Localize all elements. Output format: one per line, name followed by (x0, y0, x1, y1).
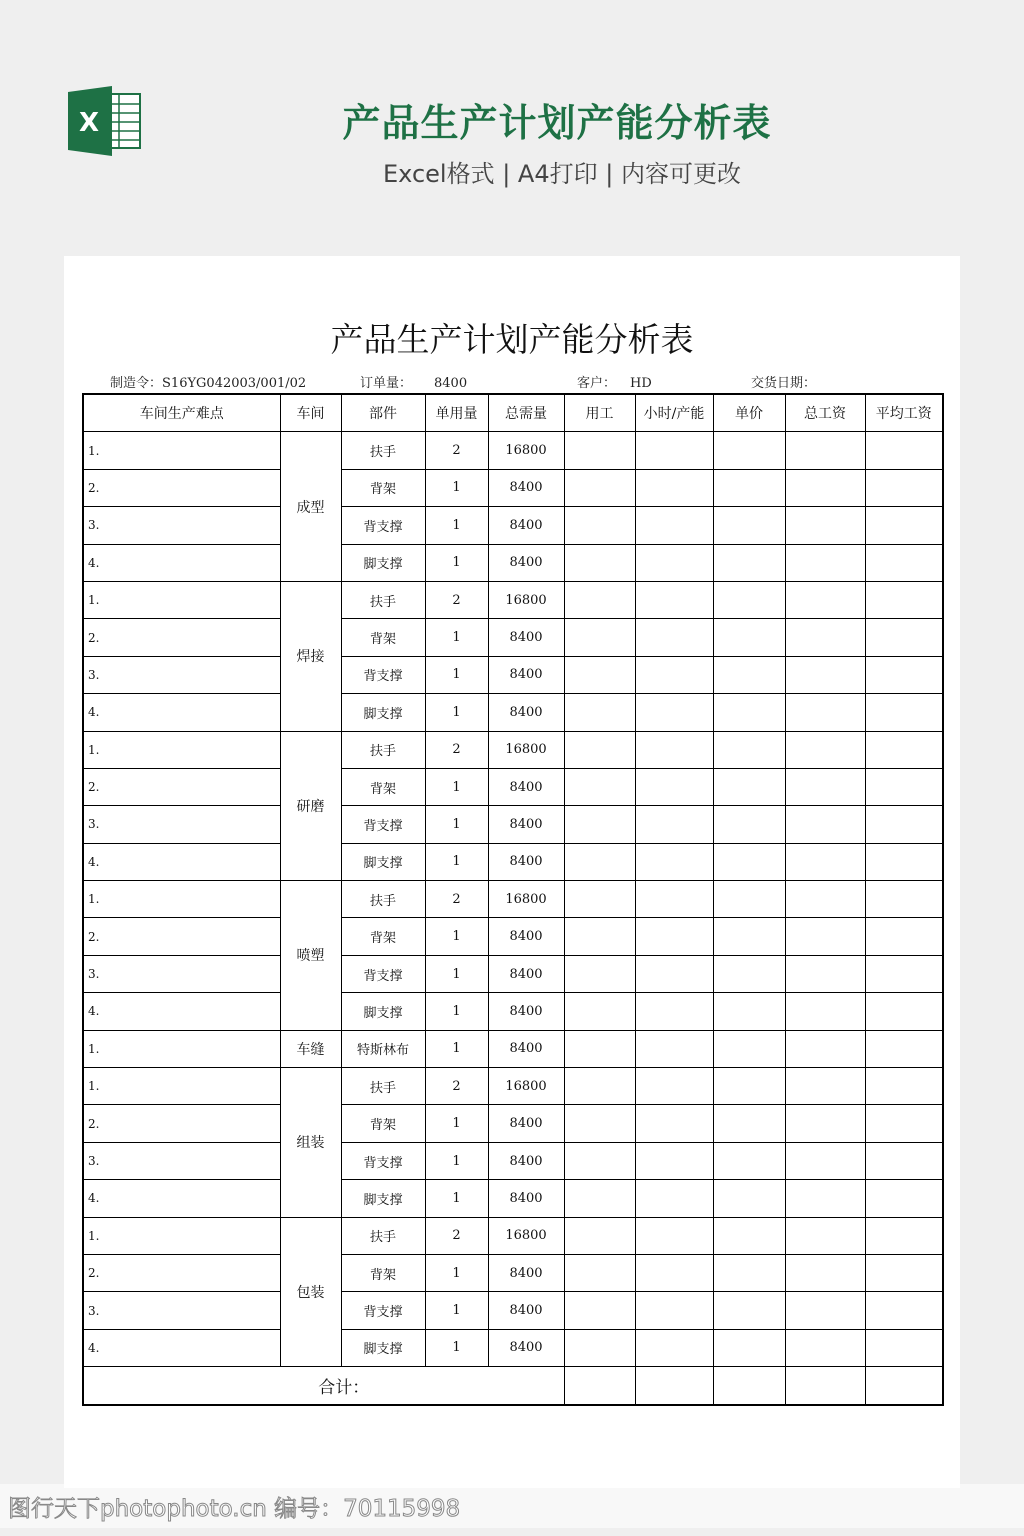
average-wage-cell (865, 731, 943, 768)
header-cell: 用工 (564, 394, 635, 432)
header-cell: 单价 (713, 394, 785, 432)
table-row (83, 1292, 943, 1329)
average-wage-cell (865, 432, 943, 469)
svg-text:X: X (79, 108, 100, 138)
total-wage-cell (785, 1254, 865, 1291)
labor-cell (564, 1292, 635, 1329)
part-cell: 背支撑 (341, 806, 425, 843)
unit-price-cell (713, 469, 785, 506)
unit-usage-cell: 1 (425, 619, 488, 656)
unit-usage-cell: 1 (425, 955, 488, 992)
hourly-capacity-cell (635, 432, 713, 469)
total-wage-cell (785, 694, 865, 731)
watermark-text: 图行天下photophoto.cn 编号：70115998 (8, 1496, 461, 1522)
header-cell: 部件 (341, 394, 425, 432)
total-wage-cell (785, 993, 865, 1030)
total-wage-cell (785, 432, 865, 469)
hourly-capacity-cell (635, 544, 713, 581)
hourly-capacity-cell (635, 1142, 713, 1179)
unit-usage-cell: 2 (425, 1217, 488, 1254)
header-cell: 车间 (280, 394, 341, 432)
total-wage-cell (785, 507, 865, 544)
labor-cell (564, 918, 635, 955)
average-wage-cell (865, 507, 943, 544)
customer-label: 客户： (577, 376, 617, 391)
labor-cell (564, 806, 635, 843)
unit-price-cell (713, 955, 785, 992)
total-wage-cell (785, 806, 865, 843)
unit-price-cell (713, 1068, 785, 1105)
unit-usage-cell: 1 (425, 656, 488, 693)
part-cell: 背架 (341, 768, 425, 805)
total-wage-cell (785, 1180, 865, 1217)
part-cell: 背支撑 (341, 507, 425, 544)
part-cell: 扶手 (341, 731, 425, 768)
unit-price-cell (713, 1329, 785, 1366)
total-demand-cell: 8400 (488, 1142, 564, 1179)
total-demand-cell: 8400 (488, 1105, 564, 1142)
document-title: 产品生产计划产能分析表 (330, 320, 694, 359)
total-wage-cell (785, 581, 865, 618)
total-demand-cell: 8400 (488, 993, 564, 1030)
table-row (83, 1142, 943, 1179)
difficulty-cell: 2. (83, 1254, 280, 1291)
part-cell: 背支撑 (341, 1142, 425, 1179)
workshop-cell: 成型 (280, 432, 341, 582)
part-cell: 脚支撑 (341, 1329, 425, 1366)
unit-price-cell (713, 1254, 785, 1291)
order-number-label: 制造令： (110, 376, 163, 391)
hourly-capacity-cell (635, 694, 713, 731)
table-row (83, 955, 943, 992)
total-wage-cell (785, 544, 865, 581)
table-row (83, 507, 943, 544)
labor-cell (564, 469, 635, 506)
banner-title: 产品生产计划产能分析表 (342, 101, 772, 145)
unit-usage-cell: 1 (425, 694, 488, 731)
header-cell: 总工资 (785, 394, 865, 432)
unit-price-cell (713, 1030, 785, 1067)
unit-price-cell (713, 1180, 785, 1217)
unit-price-cell (713, 731, 785, 768)
labor-cell (564, 955, 635, 992)
unit-price-cell (713, 918, 785, 955)
total-demand-cell: 8400 (488, 1292, 564, 1329)
table-row (83, 656, 943, 693)
total-row (83, 1367, 943, 1405)
unit-usage-cell: 2 (425, 731, 488, 768)
hourly-capacity-cell (635, 806, 713, 843)
total-wage-cell (785, 1292, 865, 1329)
table-row (83, 993, 943, 1030)
unit-usage-cell: 1 (425, 544, 488, 581)
hourly-capacity-cell (635, 1292, 713, 1329)
unit-usage-cell: 1 (425, 1180, 488, 1217)
labor-total-cell (564, 1367, 635, 1405)
labor-cell (564, 1217, 635, 1254)
unit-usage-cell: 2 (425, 1068, 488, 1105)
total-wage-cell (785, 955, 865, 992)
difficulty-cell: 4. (83, 1329, 280, 1366)
hourly-capacity-cell (635, 1068, 713, 1105)
header-row (83, 394, 943, 432)
total-wage-cell (785, 1105, 865, 1142)
table-row (83, 918, 943, 955)
difficulty-cell: 3. (83, 507, 280, 544)
total-wage-cell (785, 469, 865, 506)
total-wage-cell (785, 881, 865, 918)
average-wage-cell (865, 993, 943, 1030)
table-row (83, 1217, 943, 1254)
table-row (83, 881, 943, 918)
unit-usage-cell: 1 (425, 993, 488, 1030)
labor-cell (564, 581, 635, 618)
part-cell: 背支撑 (341, 656, 425, 693)
table-row (83, 1254, 943, 1291)
unit-usage-cell: 1 (425, 1105, 488, 1142)
part-cell: 背架 (341, 1105, 425, 1142)
average-wage-cell (865, 1068, 943, 1105)
difficulty-cell: 1. (83, 1217, 280, 1254)
difficulty-cell: 1. (83, 581, 280, 618)
average-wage-cell (865, 581, 943, 618)
workshop-cell: 车缝 (280, 1030, 341, 1067)
average-wage-cell (865, 918, 943, 955)
unit-usage-cell: 1 (425, 507, 488, 544)
average-wage-cell (865, 619, 943, 656)
order-number (110, 372, 306, 391)
labor-cell (564, 1105, 635, 1142)
hourly-capacity-cell (635, 881, 713, 918)
unit-price-cell (713, 656, 785, 693)
unit-price-cell (713, 619, 785, 656)
total-wage-cell (785, 1030, 865, 1067)
total-demand-cell: 8400 (488, 843, 564, 880)
hourly-capacity-cell (635, 843, 713, 880)
average-wage-total-cell (865, 1367, 943, 1405)
difficulty-cell: 2. (83, 1105, 280, 1142)
total-demand-cell: 16800 (488, 731, 564, 768)
difficulty-cell: 1. (83, 1068, 280, 1105)
total-demand-cell: 8400 (488, 1329, 564, 1366)
total-demand-cell: 8400 (488, 656, 564, 693)
unit-price-cell (713, 544, 785, 581)
total-wage-cell (785, 1217, 865, 1254)
labor-cell (564, 1329, 635, 1366)
difficulty-cell: 1. (83, 881, 280, 918)
labor-cell (564, 881, 635, 918)
delivery-date (751, 372, 816, 391)
part-cell: 背架 (341, 469, 425, 506)
average-wage-cell (865, 1217, 943, 1254)
total-demand-cell: 8400 (488, 768, 564, 805)
table-row (83, 1105, 943, 1142)
part-cell: 背支撑 (341, 955, 425, 992)
total-wage-cell (785, 1142, 865, 1179)
labor-cell (564, 768, 635, 805)
table-row (83, 1030, 943, 1067)
unit-usage-cell: 1 (425, 843, 488, 880)
unit-usage-cell: 1 (425, 1254, 488, 1291)
part-cell: 扶手 (341, 1068, 425, 1105)
unit-price-cell (713, 843, 785, 880)
part-cell: 背架 (341, 918, 425, 955)
average-wage-cell (865, 1292, 943, 1329)
watermark (0, 1484, 1024, 1528)
hourly-capacity-cell (635, 955, 713, 992)
difficulty-cell: 1. (83, 432, 280, 469)
part-cell: 背架 (341, 619, 425, 656)
unit-price-total-cell (713, 1367, 785, 1405)
difficulty-cell: 4. (83, 694, 280, 731)
part-cell: 脚支撑 (341, 993, 425, 1030)
difficulty-cell: 3. (83, 955, 280, 992)
unit-price-cell (713, 881, 785, 918)
difficulty-cell: 2. (83, 918, 280, 955)
table-row (83, 432, 943, 469)
unit-usage-cell: 2 (425, 432, 488, 469)
difficulty-cell: 3. (83, 1142, 280, 1179)
total-wage-total-cell (785, 1367, 865, 1405)
average-wage-cell (865, 1329, 943, 1366)
hourly-capacity-cell (635, 469, 713, 506)
difficulty-cell: 3. (83, 656, 280, 693)
workshop-cell: 研磨 (280, 731, 341, 881)
difficulty-cell: 2. (83, 768, 280, 805)
order-quantity-label: 订单量： (360, 376, 413, 391)
part-cell: 背支撑 (341, 1292, 425, 1329)
table-row (83, 581, 943, 618)
order-quantity (360, 372, 467, 391)
total-demand-cell: 8400 (488, 806, 564, 843)
average-wage-cell (865, 656, 943, 693)
unit-usage-cell: 1 (425, 1292, 488, 1329)
total-demand-cell: 16800 (488, 881, 564, 918)
part-cell: 脚支撑 (341, 1180, 425, 1217)
customer (577, 372, 652, 391)
total-demand-cell: 8400 (488, 918, 564, 955)
table-row (83, 619, 943, 656)
difficulty-cell: 2. (83, 619, 280, 656)
difficulty-cell: 3. (83, 806, 280, 843)
unit-usage-cell: 1 (425, 469, 488, 506)
part-cell: 脚支撑 (341, 694, 425, 731)
table-row (83, 843, 943, 880)
order-number-value: S16YG042003/001/02 (162, 376, 307, 391)
hourly-capacity-cell (635, 507, 713, 544)
part-cell: 扶手 (341, 881, 425, 918)
hourly-capacity-cell (635, 1180, 713, 1217)
average-wage-cell (865, 1142, 943, 1179)
unit-usage-cell: 1 (425, 1030, 488, 1067)
hourly-capacity-cell (635, 581, 713, 618)
difficulty-cell: 1. (83, 1030, 280, 1067)
table-row (83, 469, 943, 506)
capacity-table (82, 393, 944, 1406)
hourly-capacity-cell (635, 1329, 713, 1366)
total-demand-cell: 8400 (488, 1180, 564, 1217)
total-demand-cell: 16800 (488, 1068, 564, 1105)
table-row (83, 1180, 943, 1217)
total-demand-cell: 8400 (488, 619, 564, 656)
total-demand-cell: 16800 (488, 432, 564, 469)
average-wage-cell (865, 1105, 943, 1142)
difficulty-cell: 1. (83, 731, 280, 768)
labor-cell (564, 432, 635, 469)
average-wage-cell (865, 1254, 943, 1291)
unit-price-cell (713, 1217, 785, 1254)
total-demand-cell: 16800 (488, 581, 564, 618)
total-demand-cell: 8400 (488, 469, 564, 506)
total-demand-cell: 8400 (488, 955, 564, 992)
document-sheet (64, 256, 960, 1488)
total-demand-cell: 8400 (488, 1030, 564, 1067)
header-cell: 总需量 (488, 394, 564, 432)
difficulty-cell: 3. (83, 1292, 280, 1329)
workshop-cell: 组装 (280, 1068, 341, 1218)
unit-price-cell (713, 768, 785, 805)
average-wage-cell (865, 806, 943, 843)
table-row (83, 1329, 943, 1366)
labor-cell (564, 1180, 635, 1217)
total-wage-cell (785, 843, 865, 880)
hourly-capacity-cell (635, 993, 713, 1030)
part-cell: 背架 (341, 1254, 425, 1291)
part-cell: 扶手 (341, 581, 425, 618)
total-demand-cell: 8400 (488, 507, 564, 544)
unit-usage-cell: 1 (425, 918, 488, 955)
table-row (83, 806, 943, 843)
average-wage-cell (865, 469, 943, 506)
difficulty-cell: 4. (83, 993, 280, 1030)
header-cell: 单用量 (425, 394, 488, 432)
average-wage-cell (865, 881, 943, 918)
hourly-capacity-cell (635, 731, 713, 768)
workshop-cell: 焊接 (280, 581, 341, 731)
header-cell: 小时/产能 (635, 394, 713, 432)
total-label: 合计： (83, 1367, 564, 1405)
total-demand-cell: 16800 (488, 1217, 564, 1254)
labor-cell (564, 1030, 635, 1067)
table-row (83, 1068, 943, 1105)
labor-cell (564, 1068, 635, 1105)
hourly-capacity-cell (635, 1105, 713, 1142)
hourly-capacity-cell (635, 768, 713, 805)
unit-price-cell (713, 806, 785, 843)
total-wage-cell (785, 768, 865, 805)
unit-usage-cell: 1 (425, 806, 488, 843)
labor-cell (564, 544, 635, 581)
unit-usage-cell: 1 (425, 1329, 488, 1366)
order-quantity-value: 8400 (434, 376, 468, 391)
labor-cell (564, 843, 635, 880)
header-cell: 车间生产难点 (83, 394, 280, 432)
unit-usage-cell: 1 (425, 1142, 488, 1179)
unit-usage-cell: 2 (425, 581, 488, 618)
table-row (83, 731, 943, 768)
unit-price-cell (713, 1292, 785, 1329)
average-wage-cell (865, 544, 943, 581)
banner-subtitle: Excel格式 | A4打印 | 内容可更改 (383, 160, 741, 188)
labor-cell (564, 507, 635, 544)
average-wage-cell (865, 1180, 943, 1217)
part-cell: 脚支撑 (341, 843, 425, 880)
hourly-capacity-cell (635, 1217, 713, 1254)
header-cell: 平均工资 (865, 394, 943, 432)
labor-cell (564, 619, 635, 656)
labor-cell (564, 1142, 635, 1179)
labor-cell (564, 1254, 635, 1291)
unit-price-cell (713, 694, 785, 731)
customer-value: HD (630, 376, 652, 391)
workshop-cell: 喷塑 (280, 881, 341, 1031)
labor-cell (564, 993, 635, 1030)
total-wage-cell (785, 731, 865, 768)
average-wage-cell (865, 768, 943, 805)
hourly-capacity-cell (635, 918, 713, 955)
part-cell: 扶手 (341, 1217, 425, 1254)
part-cell: 扶手 (341, 432, 425, 469)
hourly-capacity-cell (635, 656, 713, 693)
labor-cell (564, 694, 635, 731)
total-wage-cell (785, 918, 865, 955)
unit-price-cell (713, 1142, 785, 1179)
average-wage-cell (865, 694, 943, 731)
total-demand-cell: 8400 (488, 694, 564, 731)
total-demand-cell: 8400 (488, 544, 564, 581)
hourly-capacity-cell (635, 619, 713, 656)
total-demand-cell: 8400 (488, 1254, 564, 1291)
hourly-capacity-cell (635, 1254, 713, 1291)
unit-price-cell (713, 432, 785, 469)
part-cell: 脚支撑 (341, 544, 425, 581)
unit-price-cell (713, 1105, 785, 1142)
part-cell: 特斯林布 (341, 1030, 425, 1067)
table-row (83, 544, 943, 581)
unit-price-cell (713, 993, 785, 1030)
total-wage-cell (785, 619, 865, 656)
delivery-date-label: 交货日期： (751, 376, 817, 391)
difficulty-cell: 4. (83, 1180, 280, 1217)
difficulty-cell: 2. (83, 469, 280, 506)
total-wage-cell (785, 1068, 865, 1105)
labor-cell (564, 731, 635, 768)
difficulty-cell: 4. (83, 843, 280, 880)
unit-price-cell (713, 581, 785, 618)
average-wage-cell (865, 955, 943, 992)
unit-price-cell (713, 507, 785, 544)
total-wage-cell (785, 656, 865, 693)
hourly-capacity-total-cell (635, 1367, 713, 1405)
workshop-cell: 包装 (280, 1217, 341, 1367)
average-wage-cell (865, 1030, 943, 1067)
hourly-capacity-cell (635, 1030, 713, 1067)
table-row (83, 694, 943, 731)
average-wage-cell (865, 843, 943, 880)
labor-cell (564, 656, 635, 693)
unit-usage-cell: 1 (425, 768, 488, 805)
difficulty-cell: 4. (83, 544, 280, 581)
total-wage-cell (785, 1329, 865, 1366)
unit-usage-cell: 2 (425, 881, 488, 918)
table-row (83, 768, 943, 805)
